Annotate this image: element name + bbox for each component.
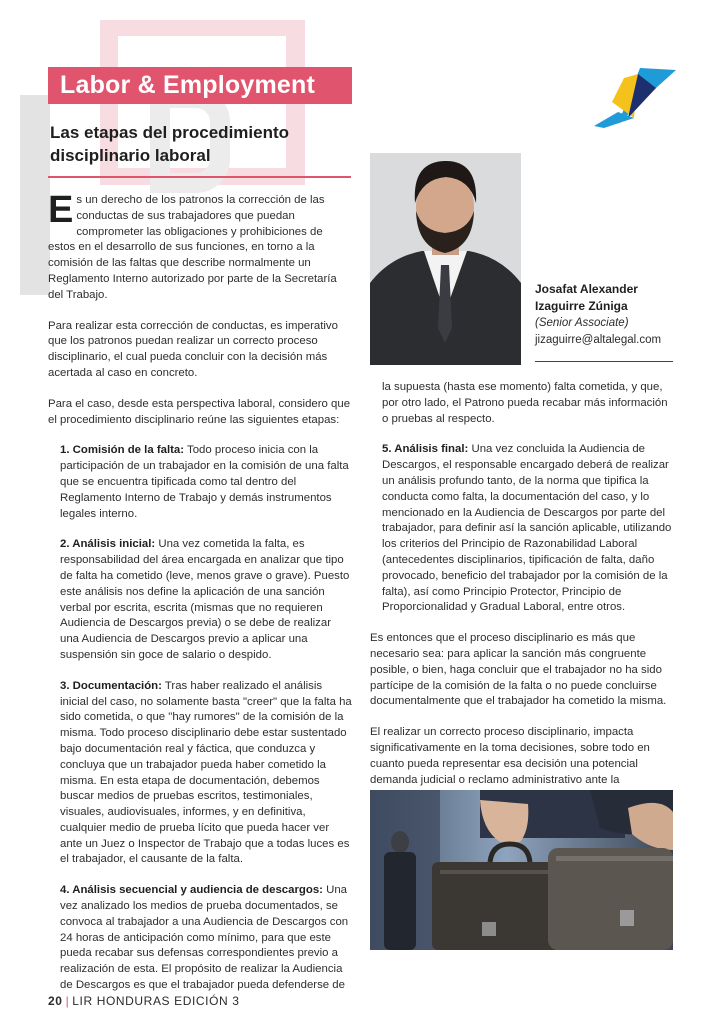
paragraph-2: Para realizar esta corrección de conductas, es imperativo que los patronos puedan realizar un correcto proceso disciplinario, el cual pueda concluir con la decisión más acertada al caso en concreto. [48, 319, 338, 379]
step-4: 4. Análisis secuencial y audiencia de descargos: Una vez analizado los medios de prueba documentados, se convoca al trabajador a una Audiencia de Descargos con 24 horas de anticipación como mínimo, para que este pueda recabar sus defensas correspondientes previo a realización de esta. El propósito de realizar la Audiencia de Descargos es que el trabajador pueda defenderse de [60, 884, 349, 992]
paragraph-3: Para el caso, desde esta perspectiva laboral, considero que el procedimiento disciplinario reúne las siguientes etapas: [48, 397, 351, 426]
step-1: 1. Comisión de la falta: Todo proceso inicia con la participación de un trabajador en la comisión de una falta que se encuentra tipificada como tal dentro del Reglamento Interno de Trabajo y demás instrumentos legales interno. [60, 444, 349, 520]
author-name-last: Izaguirre Zúniga [535, 299, 628, 313]
article-column-left [48, 189, 352, 1009]
author-role: (Senior Associate) [535, 317, 629, 329]
intro-paragraph: Es un derecho de los patronos la corrección de las conductas de sus trabajadores que puedan comprometer las obligaciones y prohibiciones de estos en el desarrollo de sus funciones, en torno a la comisión de las faltas que describe normalmente un Reglamento Interno autorizado por parte de la Secretaría del Trabajo. [48, 189, 337, 301]
step-4-continuation: la supuesta (hasta ese momento) falta cometida, y que, por otro lado, el Patrono pueda recabar más información o pruebas al respecto. [382, 381, 668, 425]
author-email[interactable]: jizaguirre@altalegal.com [535, 334, 662, 346]
step-2: 2. Análisis inicial: Una vez cometida la falta, es responsabilidad del área encargada en analizar que tipo de falta ha cometido (leve, menos grave o grave). Puesto este análisis nos define la aplicación de una sanción verbal por escrita, escrita (mismas que no requieren Audiencia de Descargos previa) o se debe de realizar una Audiencia de Descargos previo a aplicar una suspensión sin goce de salario o despido. [60, 538, 350, 661]
conclusion-paragraph-1: Es entonces que el proceso disciplinario es más que necesario sea: para aplicar la sanción más congruente posible, o bien, haga concluir que el trabajador no ha sido partícipe de la comisión de la falta o no puede concluirse documentalmente que el trabajador ha cometido la misma. [370, 632, 667, 708]
publication-name: LIR HONDURAS EDICIÓN 3 [72, 994, 240, 1008]
title-divider [48, 176, 351, 178]
altalegal-logo-icon [594, 62, 676, 128]
author-block [535, 281, 675, 349]
briefcase-photo [370, 790, 673, 950]
author-name-first: Josafat Alexander [535, 282, 638, 296]
author-photo [370, 153, 521, 365]
step-3: 3. Documentación: Tras haber realizado el análisis inicial del caso, no solamente basta "creer" que la falta ha sido cometida, o que "hay rumores" de la comisión de la misma. Todo proceso disciplinario debe estar sustentado bajo documentación real y fáctica, que conduzca y concluya que un trabajador pueda haber cometido la misma. En esta etapa de documentación, debemos buscar medios de pruebas escritos, testimoniales, visuales, audiovisuales, informes, y en definitiva, cualquier medio de prueba lícito que pueda hacer ver ante un Juez o Inspector de Trabajo que a todas luces es el trabajador, el causante de la falta. [60, 679, 352, 866]
section-banner: Labor & Employment [48, 67, 352, 104]
author-divider [535, 361, 673, 362]
conclusion-paragraph-2: El realizar un correcto proceso disciplinario, impacta significativamente en la toma decisiones, sobre todo en cuanto pueda representar esa decisión una potencial demanda judicial o reclamo administrativo ante la [370, 726, 650, 786]
article-title: Las etapas del procedimiento disciplinario laboral [50, 123, 290, 165]
page-footer [48, 994, 240, 1008]
watermark-letter-l [20, 95, 50, 295]
step-5: 5. Análisis final: Una vez concluida la Audiencia de Descargos, el responsable encargado deberá de realizar un análisis profundo tanto, de la norma que tipifica la conducta como falta, la documentación del caso, y lo mencionado en la Audiencia de Descargos por parte del trabajador, para definir así la sanción aplicable, utilizando los criterios del Principio de Razonabilidad Laboral (antecedentes disciplinarios, tipificación de falta, daño provocado, beneficio del trabajador por la comisión de la falta), así como Principio Protector, Principio de Proporcionalidad y Gradual Laboral, entre otros. [382, 443, 672, 614]
drop-cap: E [48, 189, 74, 231]
footer-separator: | [65, 994, 70, 1008]
page-number: 20 [48, 994, 63, 1008]
article-column-right [370, 380, 672, 819]
